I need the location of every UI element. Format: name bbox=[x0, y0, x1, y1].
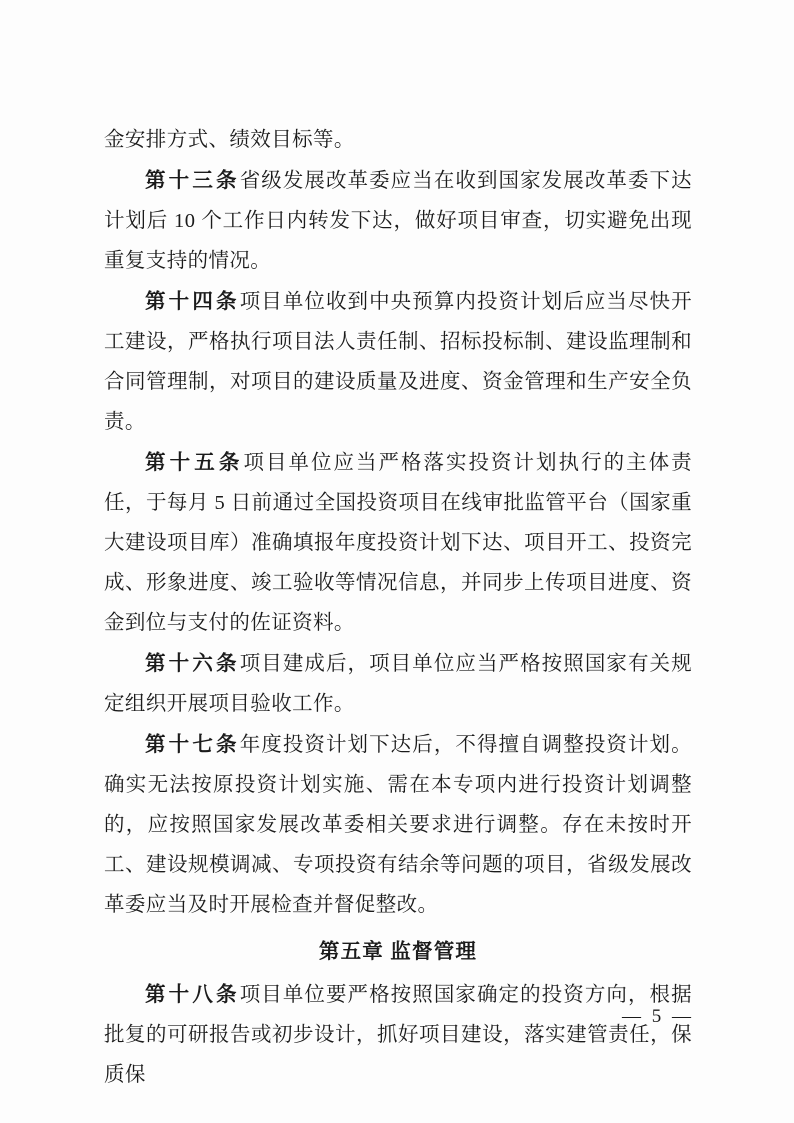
article-16-text: 项目建成后，项目单位应当严格按照国家有关规定组织开展项目验收工作。 bbox=[104, 653, 692, 715]
article-18-text: 项目单位要严格按照国家确定的投资方向，根据批复的可研报告或初步设计，抓好项目建设，落实建管责任，保质保 bbox=[104, 984, 692, 1086]
page-number: — 5 — bbox=[622, 1006, 694, 1027]
article-15 bbox=[104, 443, 692, 643]
paragraph-text: 金安排方式、绩效目标等。 bbox=[104, 129, 355, 151]
article-15-label: 第十五条 bbox=[145, 452, 244, 474]
article-13 bbox=[104, 161, 692, 281]
article-14-text: 项目单位收到中央预算内投资计划后应当尽快开工建设，严格执行项目法人责任制、招标投标制、建设监理制和合同管理制，对项目的建设质量及进度、资金管理和生产安全负责。 bbox=[104, 291, 692, 433]
paragraph-continuation bbox=[104, 120, 692, 160]
chapter-heading: 第五章 监督管理 bbox=[318, 941, 478, 963]
article-17-label: 第十七条 bbox=[145, 734, 240, 756]
article-14 bbox=[104, 282, 692, 442]
article-17-text: 年度投资计划下达后，不得擅自调整投资计划。确实无法按原投资计划实施、需在本专项内进行投资计划调整的，应按照国家发展改革委相关要求进行调整。存在未按时开工、建设规模调减、专项投资有结余等问题的项目，省级发展改革委应当及时开展检查并督促整改。 bbox=[104, 734, 692, 916]
article-16 bbox=[104, 644, 692, 724]
article-13-label: 第十三条 bbox=[145, 170, 240, 192]
article-18-label: 第十八条 bbox=[145, 984, 240, 1006]
article-13-text: 省级发展改革委应当在收到国家发展改革委下达计划后 10 个工作日内转发下达，做好项目审查，切实避免出现重复支持的情况。 bbox=[104, 170, 692, 272]
article-17 bbox=[104, 725, 692, 925]
document-body bbox=[104, 120, 692, 1096]
article-15-text: 项目单位应当严格落实投资计划执行的主体责任，于每月 5 日前通过全国投资项目在线审批监管平台（国家重大建设项目库）准确填报年度投资计划下达、项目开工、投资完成、形象进度、竣工验收等情况信息，并同步上传项目进度、资金到位与支付的佐证资料。 bbox=[104, 452, 693, 634]
article-16-label: 第十六条 bbox=[145, 653, 240, 675]
article-18 bbox=[104, 975, 692, 1095]
article-14-label: 第十四条 bbox=[145, 291, 240, 313]
